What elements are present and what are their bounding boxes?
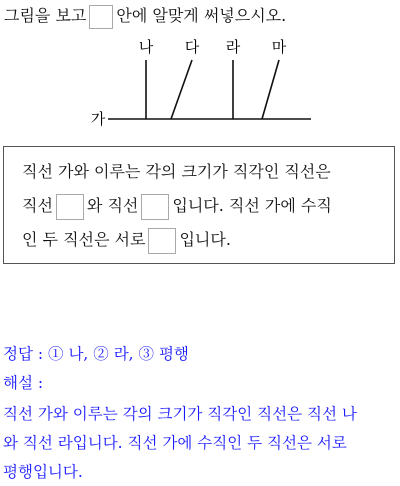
line-da <box>171 60 192 119</box>
answer-blank-3[interactable] <box>148 228 176 254</box>
answer-blank-2[interactable] <box>141 194 169 220</box>
question-line-1 <box>22 157 331 187</box>
explanation-line-1: 직선 가와 이루는 각의 크기가 직각인 직선은 직선 나 <box>3 405 357 423</box>
line-label-ma: 마 <box>271 38 287 56</box>
line-ma <box>262 60 279 119</box>
question-line-3-part-a: 인 두 직선은 서로 <box>22 230 146 249</box>
question-box <box>3 146 395 264</box>
question-line-2-part-b: 와 직선 <box>86 196 139 215</box>
line-label-na: 나 <box>138 38 154 56</box>
instruction-after: 안에 알맞게 써넣으시오. <box>116 6 287 25</box>
answer-line: 정답 : ① 나, ② 라, ③ 평행 <box>3 345 189 363</box>
line-label-ra: 라 <box>225 38 241 56</box>
instruction-before: 그림을 보고 <box>4 6 87 25</box>
question-line-1-text: 직선 가와 이루는 각의 크기가 직각인 직선은 <box>22 162 331 181</box>
explanation-line-2: 와 직선 라입니다. 직선 가에 수직인 두 직선은 서로 <box>3 434 347 452</box>
explanation-heading: 해설 : <box>3 374 44 392</box>
explanation-line-3: 평행입니다. <box>3 463 83 481</box>
answer-blank-1[interactable] <box>56 194 84 220</box>
question-line-2 <box>22 191 332 221</box>
question-line-3 <box>22 225 231 255</box>
instruction-blank-box <box>89 5 113 29</box>
perpendicular-lines-figure <box>0 30 400 140</box>
base-line-label-ga: 가 <box>90 110 106 128</box>
question-line-2-part-c: 입니다. 직선 가에 수직 <box>172 196 332 215</box>
line-label-da: 다 <box>184 38 200 56</box>
question-line-3-part-b: 입니다. <box>179 230 231 249</box>
instruction <box>4 4 286 29</box>
question-line-2-part-a: 직선 <box>22 196 53 215</box>
